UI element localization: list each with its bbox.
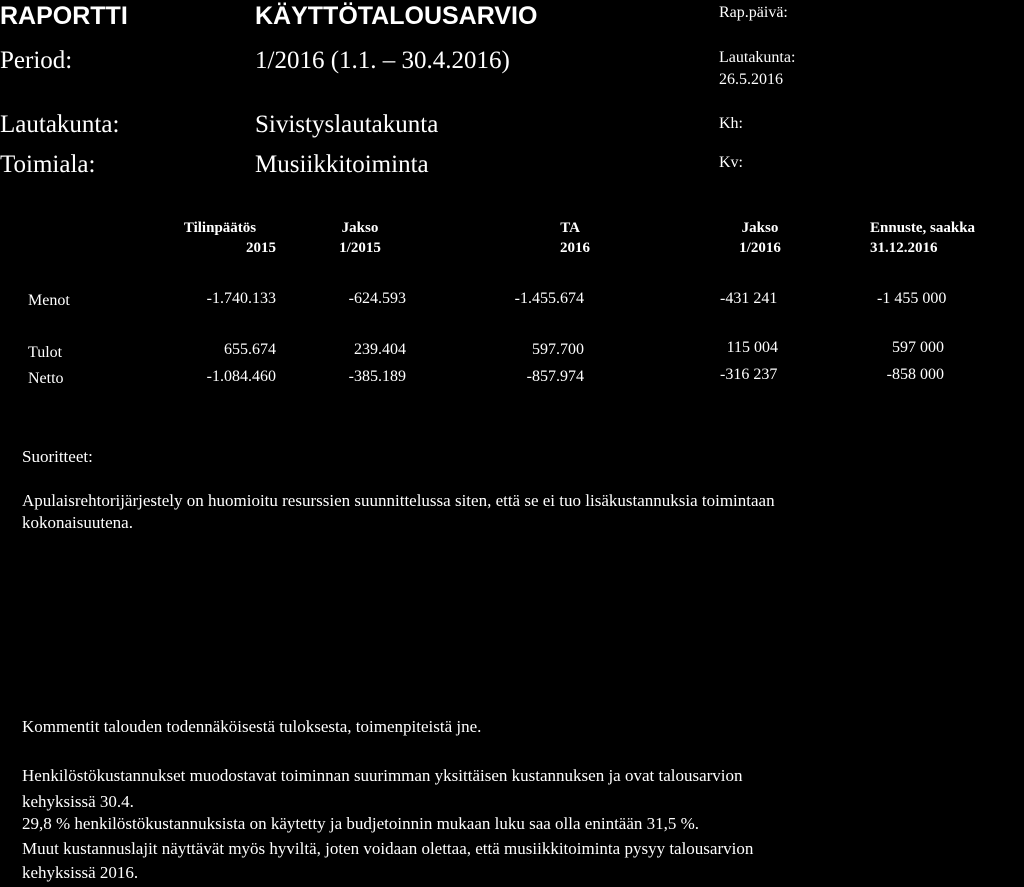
table-cell: 239.404 — [354, 341, 406, 358]
table-cell: -385.189 — [348, 368, 406, 385]
kommentit-line-1: Henkilöstökustannukset muodostavat toiminnan suurimman yksittäisen kustannuksen ja ovat talousarvion — [22, 766, 743, 785]
table-cell: 115 004 — [726, 339, 778, 356]
suoritteet-line-1: Apulaisrehtorijärjestely on huomioitu resurssien suunnittelussa siten, että se ei tuo lisäkustannuksia toimintaan — [22, 491, 775, 510]
kommentit-line-2: kehyksissä 30.4. — [22, 792, 134, 811]
suoritteet-line-2: kokonaisuutena. — [22, 513, 133, 532]
kommentit-line-4: Muut kustannuslajit näyttävät myös hyviltä, joten voidaan olettaa, että musiikkitoiminta pysyy talousarvion — [22, 839, 754, 858]
lautakunta-value: Sivistyslautakunta — [255, 111, 439, 138]
suoritteet-label: Suoritteet: — [22, 447, 93, 466]
table-cell: -1.084.460 — [206, 368, 276, 385]
table-cell: -1.455.674 — [514, 290, 584, 307]
table-cell: 597.700 — [532, 341, 584, 358]
table-cell: 655.674 — [224, 341, 276, 358]
table-cell: -858 000 — [886, 366, 944, 383]
col-header-ta-2016: TA 2016 — [560, 220, 590, 256]
table-cell: -431 241 — [720, 290, 778, 307]
col-header-jakso-2016: Jakso 1/2016 — [739, 220, 781, 256]
lautakunta-label: Lautakunta: — [0, 111, 120, 138]
toimiala-label: Toimiala: — [0, 151, 96, 178]
rap-paiva-label: Rap.päivä: — [719, 4, 788, 21]
row-label-menot: Menot — [28, 292, 70, 309]
table-cell: -1 455 000 — [877, 290, 947, 307]
lautakunta-meta-label: Lautakunta: — [719, 49, 796, 66]
row-label-netto: Netto — [28, 370, 64, 387]
col-header-jakso-2015: Jakso 1/2015 — [339, 220, 381, 256]
period-value: 1/2016 (1.1. – 30.4.2016) — [255, 47, 510, 74]
kommentit-line-5: kehyksissä 2016. — [22, 863, 139, 882]
table-cell: -624.593 — [348, 290, 406, 307]
kh-label: Kh: — [719, 115, 743, 132]
kommentit-line-3: 29,8 % henkilöstökustannuksista on käytetty ja budjetoinnin mukaan luku saa olla enintään 31,5 %. — [22, 814, 700, 833]
report-title: KÄYTTÖTALOUSARVIO — [255, 2, 538, 30]
table-cell: -857.974 — [526, 368, 584, 385]
kommentit-heading: Kommentit talouden todennäköisestä tuloksesta, toimenpiteistä jne. — [22, 717, 482, 736]
period-label: Period: — [0, 47, 73, 74]
col-header-tilinpaatos-2015: Tilinpäätös 2015 — [183, 220, 276, 256]
table-cell: -316 237 — [720, 366, 778, 383]
table-cell: -1.740.133 — [206, 290, 276, 307]
report-label: RAPORTTI — [0, 2, 128, 30]
table-cell: 597 000 — [892, 339, 944, 356]
row-label-tulot: Tulot — [28, 344, 63, 361]
lautakunta-meta-date: 26.5.2016 — [719, 71, 783, 88]
col-header-ennuste: Ennuste, saakka 31.12.2016 — [870, 220, 976, 256]
toimiala-value: Musiikkitoiminta — [255, 151, 429, 178]
kv-label: Kv: — [719, 154, 743, 171]
